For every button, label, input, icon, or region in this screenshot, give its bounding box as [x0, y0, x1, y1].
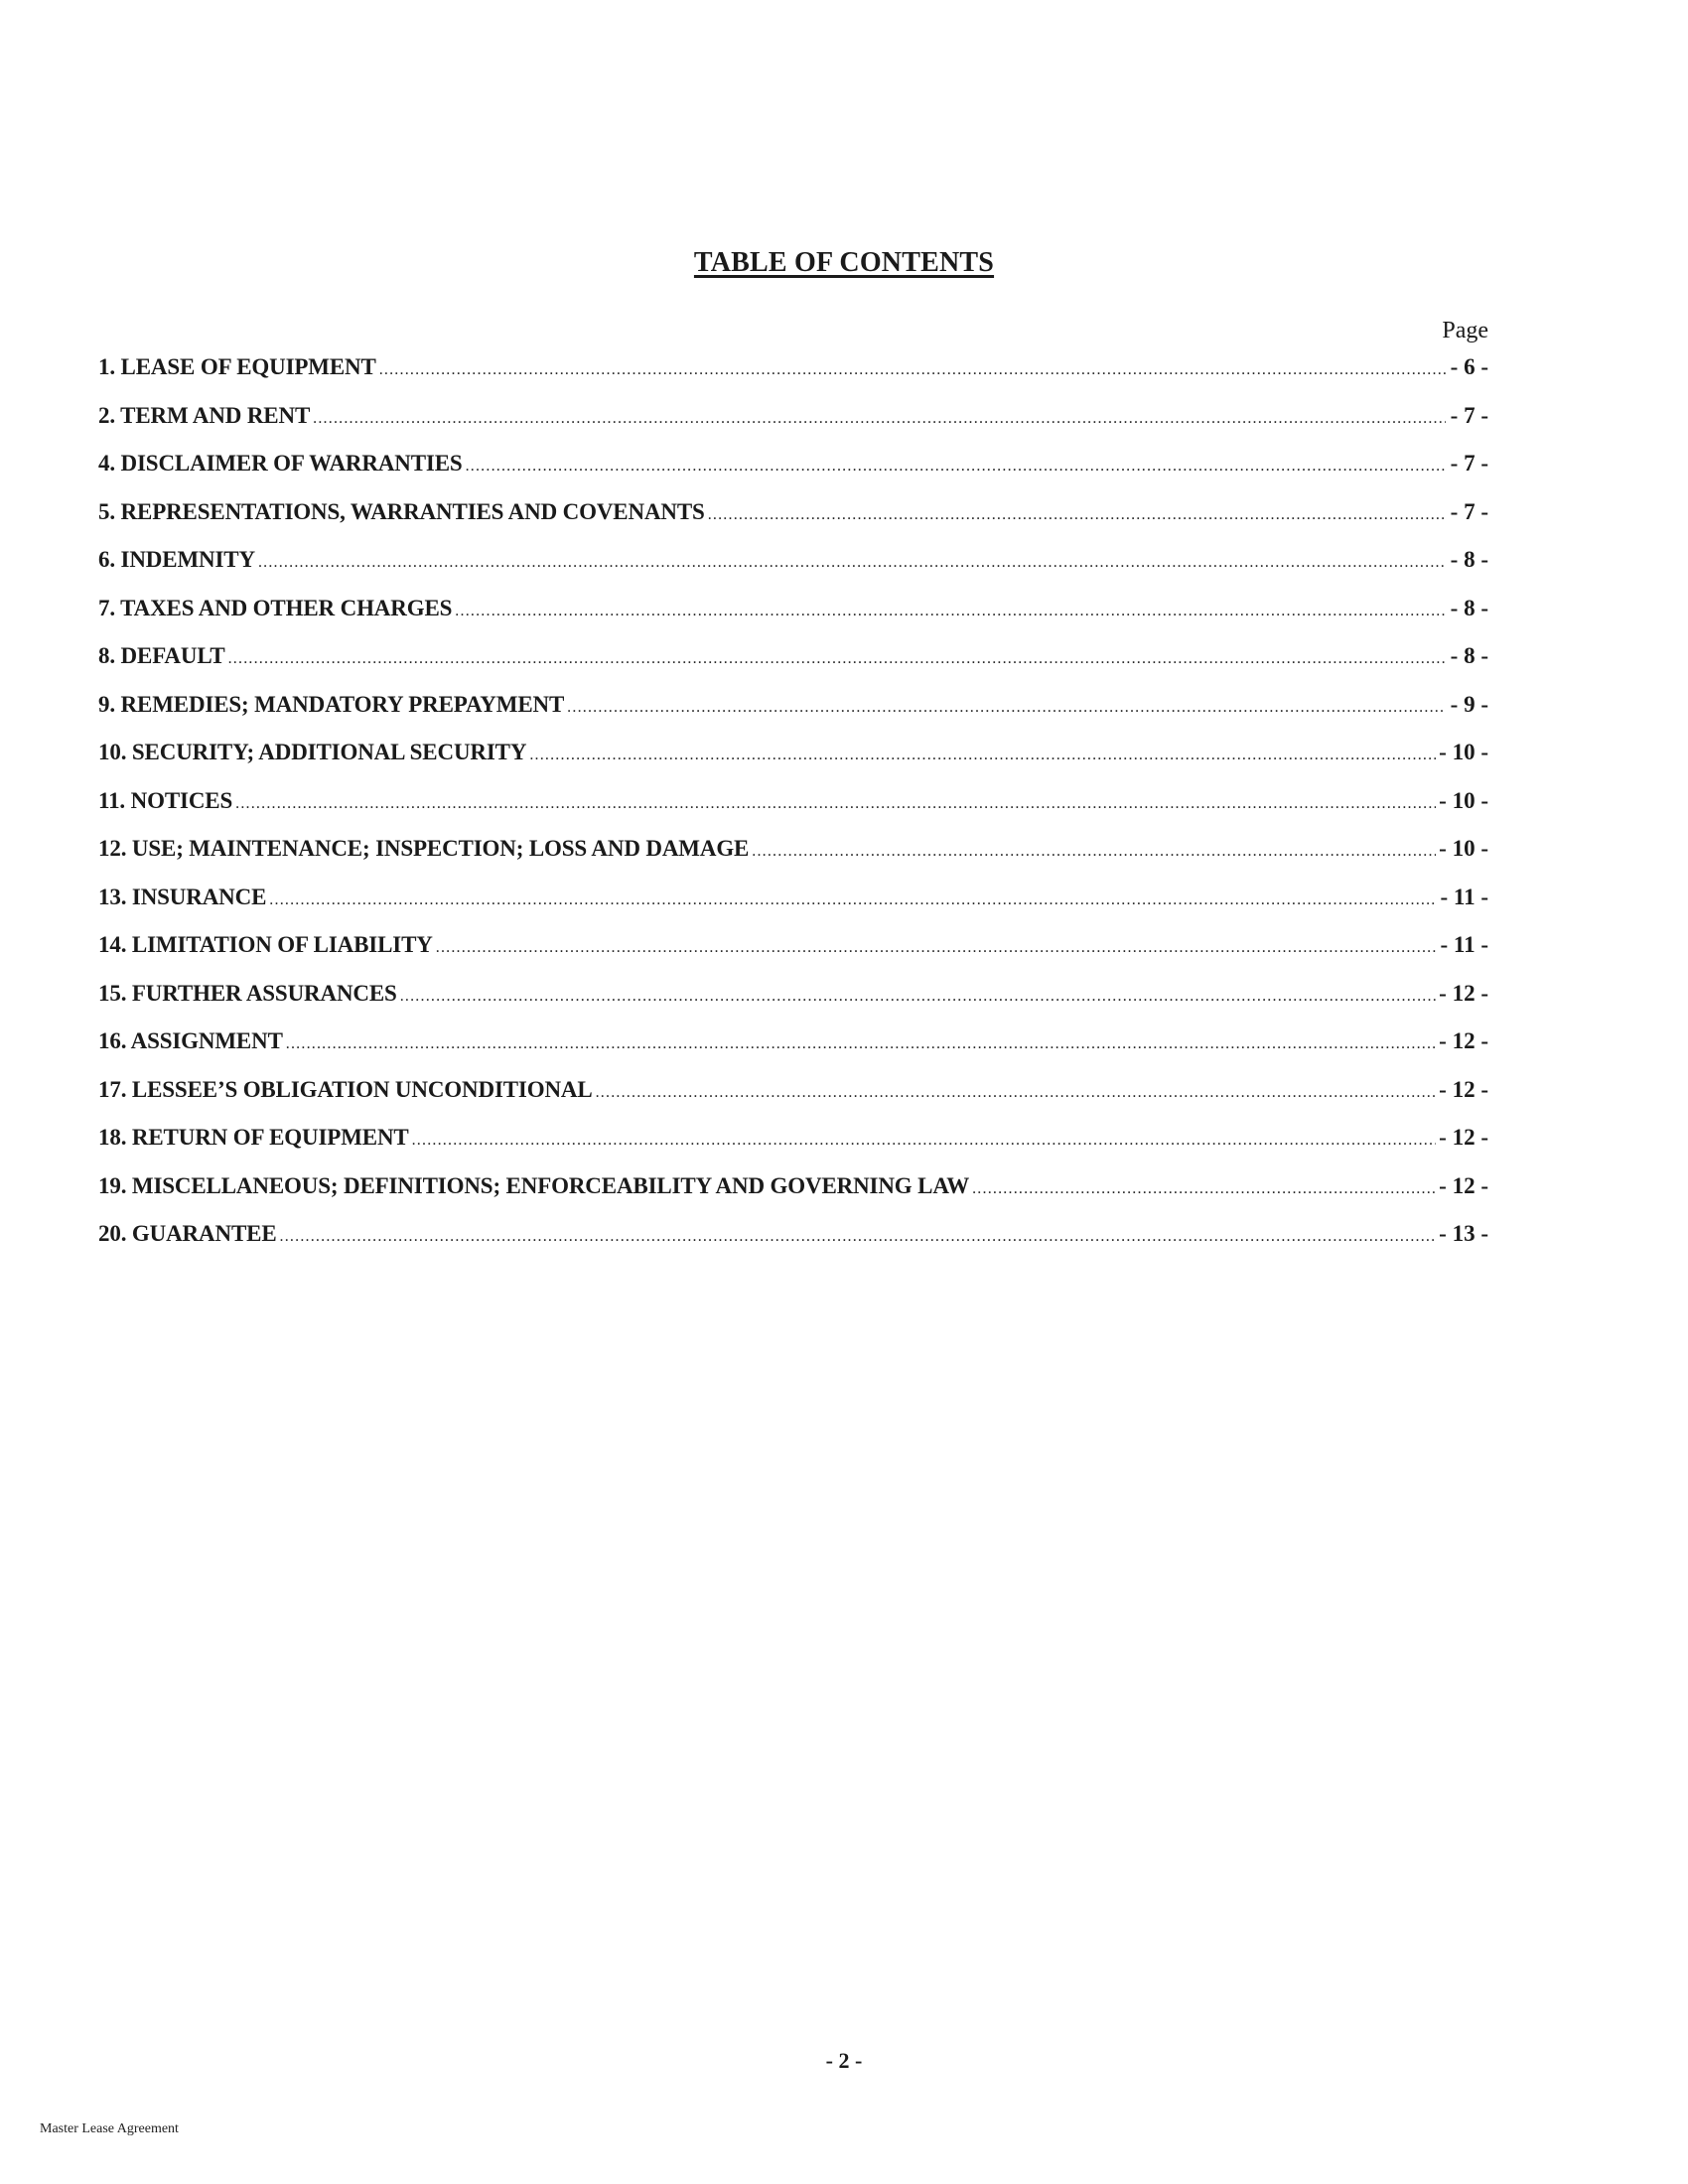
dot-leader [455, 597, 1446, 626]
table-of-contents [98, 352, 1488, 1268]
toc-entry-label: 10. SECURITY; ADDITIONAL SECURITY [98, 740, 527, 764]
toc-entry-page: - 13 - [1439, 1221, 1488, 1246]
page-number: - 2 - [825, 2048, 863, 2073]
toc-entry-label: 7. TAXES AND OTHER CHARGES [98, 595, 453, 620]
dot-leader [412, 1126, 1437, 1156]
dot-leader [567, 693, 1446, 723]
toc-entry-page: - 12 - [1439, 1076, 1488, 1102]
dot-leader [269, 886, 1437, 915]
toc-entry[interactable] [98, 930, 1488, 979]
toc-entry-label: 9. REMEDIES; MANDATORY PREPAYMENT [98, 691, 565, 717]
toc-entry-page: - 8 - [1450, 643, 1488, 668]
toc-entry-page: - 10 - [1439, 740, 1488, 764]
toc-entry[interactable] [98, 1171, 1488, 1220]
toc-entry-label: 19. MISCELLANEOUS; DEFINITIONS; ENFORCEABILITY AND GOVERNING LAW [98, 1172, 970, 1198]
toc-entry-label: 5. REPRESENTATIONS, WARRANTIES AND COVENANTS [98, 498, 705, 524]
dot-leader [258, 548, 1446, 578]
dot-leader [228, 644, 1446, 674]
dot-leader [286, 1029, 1436, 1059]
dot-leader [529, 741, 1436, 770]
toc-entry-label: 17. LESSEE’S OBLIGATION UNCONDITIONAL [98, 1076, 593, 1102]
toc-entry-label: 13. INSURANCE [98, 884, 267, 909]
toc-entry[interactable] [98, 738, 1488, 786]
toc-entry-page: - 7 - [1450, 451, 1488, 476]
toc-entry-label: 8. DEFAULT [98, 643, 225, 668]
toc-entry-page: - 12 - [1439, 980, 1488, 1006]
toc-entry-page: - 8 - [1450, 547, 1488, 572]
page-column-label: Page [1442, 318, 1488, 343]
toc-entry-page: - 11 - [1440, 932, 1488, 957]
dot-leader [436, 933, 1438, 963]
dot-leader [280, 1222, 1437, 1252]
dot-leader [466, 452, 1446, 481]
toc-entry[interactable] [98, 449, 1488, 497]
toc-entry-page: - 7 - [1450, 402, 1488, 428]
toc-entry-page: - 12 - [1439, 1125, 1488, 1150]
dot-leader [400, 982, 1436, 1012]
toc-entry[interactable] [98, 545, 1488, 594]
toc-entry-label: 14. LIMITATION OF LIABILITY [98, 932, 433, 957]
toc-entry-label: 6. INDEMNITY [98, 547, 255, 572]
toc-entry[interactable] [98, 352, 1488, 401]
toc-entry-page: - 12 - [1439, 1172, 1488, 1198]
dot-leader [752, 837, 1436, 867]
toc-entry-label: 18. RETURN OF EQUIPMENT [98, 1125, 409, 1150]
toc-entry[interactable] [98, 1123, 1488, 1171]
toc-entry-page: - 12 - [1439, 1028, 1488, 1053]
toc-entry[interactable] [98, 497, 1488, 546]
dot-leader [708, 500, 1446, 530]
toc-entry-label: 16. ASSIGNMENT [98, 1028, 283, 1053]
toc-entry-page: - 6 - [1450, 354, 1488, 379]
toc-entry-label: 20. GUARANTEE [98, 1221, 277, 1246]
toc-entry-page: - 10 - [1439, 787, 1488, 813]
dot-leader [379, 355, 1446, 385]
dot-leader [313, 404, 1446, 434]
dot-leader [596, 1078, 1437, 1108]
toc-entry-label: 12. USE; MAINTENANCE; INSPECTION; LOSS AND DAMAGE [98, 836, 750, 861]
toc-entry[interactable] [98, 1075, 1488, 1124]
dot-leader [972, 1174, 1436, 1204]
toc-entry-label: 1. LEASE OF EQUIPMENT [98, 354, 376, 379]
toc-entry[interactable] [98, 834, 1488, 883]
toc-entry-page: - 11 - [1440, 884, 1488, 909]
toc-entry-label: 4. DISCLAIMER OF WARRANTIES [98, 451, 463, 476]
toc-entry-page: - 9 - [1450, 691, 1488, 717]
toc-entry-page: - 8 - [1450, 595, 1488, 620]
dot-leader [235, 789, 1436, 819]
toc-entry[interactable] [98, 786, 1488, 835]
toc-entry[interactable] [98, 1026, 1488, 1075]
toc-entry-label: 2. TERM AND RENT [98, 402, 311, 428]
toc-entry[interactable] [98, 401, 1488, 450]
toc-entry-page: - 7 - [1450, 498, 1488, 524]
document-name-footer: Master Lease Agreement [40, 2121, 179, 2136]
toc-entry-page: - 10 - [1439, 836, 1488, 861]
toc-title [0, 246, 1688, 280]
toc-entry[interactable] [98, 690, 1488, 739]
toc-entry[interactable] [98, 641, 1488, 690]
toc-entry[interactable] [98, 594, 1488, 642]
toc-entry-label: 11. NOTICES [98, 787, 233, 813]
toc-entry-label: 15. FURTHER ASSURANCES [98, 980, 397, 1006]
toc-entry[interactable] [98, 883, 1488, 931]
toc-entry[interactable] [98, 1219, 1488, 1268]
toc-entry[interactable] [98, 979, 1488, 1027]
toc-title-text: TABLE OF CONTENTS [693, 247, 995, 278]
